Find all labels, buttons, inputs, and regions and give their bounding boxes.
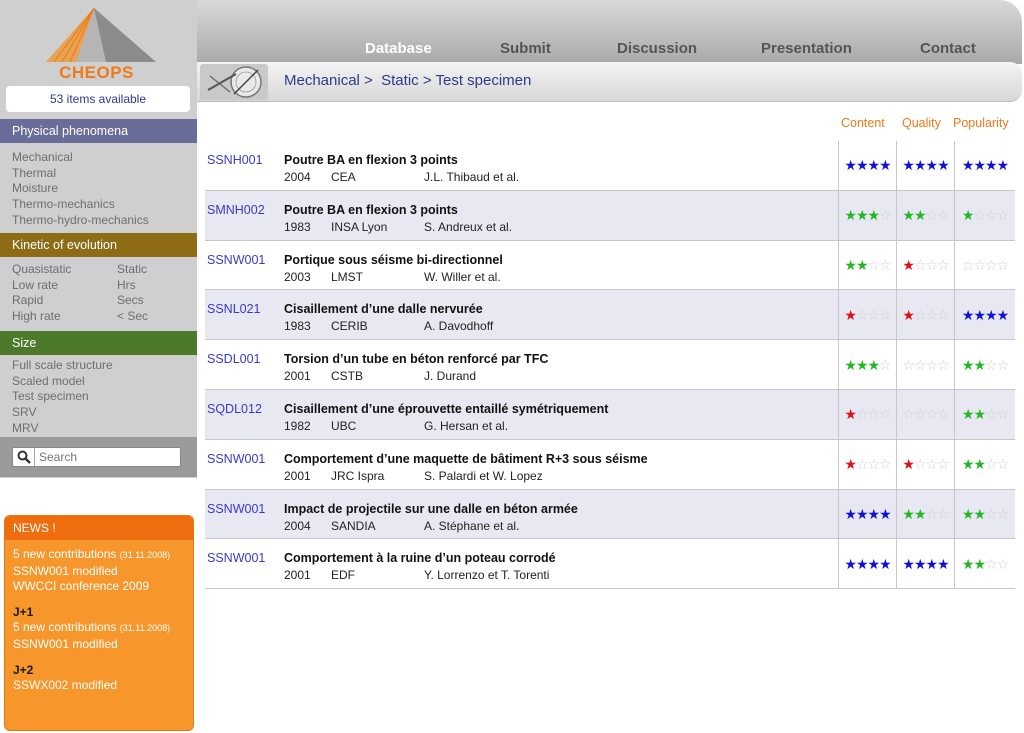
news-item-date: (31.11.2008) bbox=[119, 550, 171, 560]
row-code-link[interactable]: SSDL001 bbox=[207, 352, 261, 367]
star-filled-icon: ★ bbox=[902, 456, 914, 473]
star-filled-icon: ★ bbox=[867, 356, 880, 373]
star-empty-icon: ☆ bbox=[867, 256, 880, 273]
popularity-rating bbox=[954, 440, 1015, 490]
row-code-link[interactable]: SSNW001 bbox=[207, 551, 266, 566]
row-organization: CERIB bbox=[331, 319, 368, 334]
star-filled-icon: ★ bbox=[879, 505, 891, 522]
star-filled-icon: ★ bbox=[961, 306, 974, 323]
filter-mrv[interactable]: MRV bbox=[12, 420, 39, 435]
filter-full-scale[interactable]: Full scale structure bbox=[12, 358, 113, 372]
content-rating bbox=[838, 390, 896, 440]
row-year: 1982 bbox=[284, 418, 311, 433]
star-filled-icon: ★ bbox=[973, 406, 985, 423]
quality-rating bbox=[896, 141, 954, 191]
star-filled-icon: ★ bbox=[961, 456, 974, 473]
content-rating bbox=[838, 141, 896, 191]
star-empty-icon: ☆ bbox=[996, 207, 1009, 224]
row-title: Portique sous séisme bi-directionnel bbox=[284, 252, 503, 267]
row-title: Cisaillement d’une dalle nervurée bbox=[284, 302, 483, 317]
star-empty-icon: ☆ bbox=[925, 256, 938, 273]
star-empty-icon: ☆ bbox=[925, 406, 938, 423]
star-empty-icon: ☆ bbox=[855, 456, 868, 473]
search-box bbox=[12, 447, 181, 467]
nav-discussion[interactable]: Discussion bbox=[617, 40, 698, 57]
star-filled-icon: ★ bbox=[913, 505, 926, 522]
row-author: S. Palardi et W. Lopez bbox=[424, 468, 543, 483]
star-filled-icon: ★ bbox=[961, 207, 974, 224]
news-item[interactable] bbox=[13, 620, 185, 637]
star-empty-icon: ☆ bbox=[925, 356, 938, 373]
filter-srv[interactable]: SRV bbox=[12, 405, 37, 420]
row-title: Poutre BA en flexion 3 points bbox=[284, 202, 458, 217]
row-title: Torsion d’un tube en béton renforcé par TFC bbox=[284, 352, 549, 367]
row-title: Cisaillement d’une éprouvette entaillé symétriquement bbox=[284, 401, 609, 416]
quality-rating bbox=[896, 241, 954, 291]
star-filled-icon: ★ bbox=[844, 207, 856, 224]
star-empty-icon: ☆ bbox=[937, 306, 949, 323]
filter-static[interactable]: Static bbox=[117, 262, 148, 276]
content-rating bbox=[838, 191, 896, 241]
row-year: 2004 bbox=[284, 170, 311, 184]
logo-text: CHEOPS bbox=[59, 63, 134, 82]
filter-scaled-model[interactable]: Scaled model bbox=[12, 373, 85, 388]
star-filled-icon: ★ bbox=[867, 207, 880, 224]
row-author: G. Hersan et al. bbox=[424, 418, 509, 433]
breadcrumb-bar bbox=[197, 62, 1022, 102]
section-size: Size bbox=[0, 331, 197, 355]
star-empty-icon: ☆ bbox=[937, 505, 949, 522]
row-author: A. Stéphane et al. bbox=[424, 518, 520, 533]
popularity-rating bbox=[954, 191, 1015, 241]
news-item[interactable] bbox=[13, 678, 185, 694]
filter-quasistatic[interactable]: Quasistatic bbox=[12, 262, 72, 276]
star-empty-icon: ☆ bbox=[925, 207, 938, 224]
star-filled-icon: ★ bbox=[844, 456, 856, 473]
star-filled-icon: ★ bbox=[902, 157, 914, 174]
popularity-rating bbox=[954, 141, 1015, 191]
star-empty-icon: ☆ bbox=[925, 306, 938, 323]
size-list bbox=[12, 358, 113, 437]
star-empty-icon: ☆ bbox=[985, 207, 997, 224]
popularity-rating bbox=[954, 490, 1015, 540]
star-filled-icon: ★ bbox=[913, 555, 926, 572]
star-empty-icon: ☆ bbox=[985, 406, 997, 423]
nav-presentation[interactable]: Presentation bbox=[761, 40, 852, 57]
search-icon[interactable] bbox=[13, 448, 35, 466]
filter-mechanical[interactable]: Mechanical bbox=[12, 150, 73, 164]
row-code-link[interactable]: SSNH001 bbox=[207, 153, 263, 167]
content-rating bbox=[838, 340, 896, 390]
row-organization: INSA Lyon bbox=[331, 219, 388, 234]
filter-thermal[interactable]: Thermal bbox=[12, 165, 57, 180]
row-title: Poutre BA en flexion 3 points bbox=[284, 153, 458, 167]
content-rating bbox=[838, 290, 896, 340]
star-empty-icon: ☆ bbox=[937, 456, 949, 473]
row-code-link[interactable]: SQDL012 bbox=[207, 401, 262, 416]
sidebar bbox=[0, 0, 197, 478]
star-empty-icon: ☆ bbox=[855, 306, 868, 323]
news-item-text: WWCCI conference 2009 bbox=[13, 579, 150, 594]
star-filled-icon: ★ bbox=[961, 157, 974, 174]
row-title: Comportement d’une maquette de bâtiment R+3 sous séisme bbox=[284, 451, 648, 466]
star-empty-icon: ☆ bbox=[879, 256, 891, 273]
table-row[interactable] bbox=[205, 241, 1015, 291]
row-code-link[interactable]: SSNL021 bbox=[207, 302, 261, 317]
star-filled-icon: ★ bbox=[902, 555, 914, 572]
star-empty-icon: ☆ bbox=[973, 207, 985, 224]
row-author: W. Willer et al. bbox=[424, 269, 501, 284]
star-filled-icon: ★ bbox=[902, 207, 914, 224]
filter-high-rate[interactable]: High rate bbox=[12, 309, 61, 324]
star-empty-icon: ☆ bbox=[867, 306, 880, 323]
content-rating bbox=[838, 241, 896, 291]
star-filled-icon: ★ bbox=[867, 505, 880, 522]
row-year: 2001 bbox=[284, 568, 311, 583]
star-filled-icon: ★ bbox=[937, 157, 949, 174]
popularity-rating bbox=[954, 290, 1015, 340]
filter-rapid[interactable]: Rapid bbox=[12, 293, 44, 308]
news-item-text: 5 new contributions bbox=[13, 620, 117, 635]
star-empty-icon: ☆ bbox=[913, 256, 926, 273]
star-filled-icon: ★ bbox=[973, 505, 985, 522]
star-filled-icon: ★ bbox=[961, 555, 974, 572]
news-group-label: J+2 bbox=[13, 662, 34, 677]
star-empty-icon: ☆ bbox=[855, 406, 868, 423]
star-filled-icon: ★ bbox=[973, 456, 985, 473]
star-empty-icon: ☆ bbox=[879, 356, 891, 373]
table-row[interactable] bbox=[205, 490, 1015, 540]
star-empty-icon: ☆ bbox=[996, 256, 1009, 273]
star-filled-icon: ★ bbox=[855, 207, 868, 224]
row-year: 2001 bbox=[284, 468, 311, 483]
news-item[interactable] bbox=[13, 547, 185, 564]
content-rating bbox=[838, 440, 896, 490]
star-filled-icon: ★ bbox=[985, 306, 997, 323]
row-code-link[interactable]: SSNW001 bbox=[207, 252, 266, 267]
star-filled-icon: ★ bbox=[844, 157, 856, 174]
quality-rating bbox=[896, 490, 954, 540]
star-filled-icon: ★ bbox=[879, 555, 891, 572]
star-empty-icon: ☆ bbox=[973, 256, 985, 273]
star-empty-icon: ☆ bbox=[867, 456, 880, 473]
filter-thermo-mechanics[interactable]: Thermo-mechanics bbox=[12, 197, 115, 212]
star-empty-icon: ☆ bbox=[985, 555, 997, 572]
row-code-link[interactable]: SSNW001 bbox=[207, 501, 266, 516]
row-organization: SANDIA bbox=[331, 518, 376, 533]
row-organization: UBC bbox=[331, 418, 357, 433]
row-year: 1983 bbox=[284, 319, 311, 334]
star-filled-icon: ★ bbox=[937, 555, 949, 572]
star-filled-icon: ★ bbox=[913, 207, 926, 224]
news-group-label: J+1 bbox=[13, 604, 34, 619]
row-organization: JRC Ispra bbox=[331, 468, 385, 483]
star-empty-icon: ☆ bbox=[913, 456, 926, 473]
star-empty-icon: ☆ bbox=[961, 256, 974, 273]
star-filled-icon: ★ bbox=[844, 306, 856, 323]
star-filled-icon: ★ bbox=[902, 505, 914, 522]
filter-thermo-hydro-mechanics[interactable]: Thermo-hydro-mechanics bbox=[12, 212, 149, 227]
popularity-rating bbox=[954, 539, 1015, 589]
row-year: 2003 bbox=[284, 269, 311, 284]
star-filled-icon: ★ bbox=[844, 505, 856, 522]
star-empty-icon: ☆ bbox=[937, 406, 949, 423]
star-filled-icon: ★ bbox=[925, 555, 938, 572]
star-filled-icon: ★ bbox=[996, 306, 1009, 323]
row-author: J. Durand bbox=[424, 369, 477, 384]
star-filled-icon: ★ bbox=[961, 356, 974, 373]
star-empty-icon: ☆ bbox=[996, 456, 1009, 473]
popularity-rating bbox=[954, 241, 1015, 291]
star-filled-icon: ★ bbox=[879, 157, 891, 174]
news-item-date: (31.11.2008) bbox=[119, 623, 171, 634]
star-empty-icon: ☆ bbox=[925, 456, 938, 473]
col-quality[interactable]: Quality bbox=[902, 116, 941, 130]
star-filled-icon: ★ bbox=[996, 157, 1009, 174]
star-filled-icon: ★ bbox=[961, 505, 974, 522]
news-title: NEWS ! bbox=[5, 516, 193, 540]
star-filled-icon: ★ bbox=[867, 157, 880, 174]
star-filled-icon: ★ bbox=[961, 406, 974, 423]
star-filled-icon: ★ bbox=[973, 157, 985, 174]
content-rating bbox=[838, 490, 896, 540]
nav-contact[interactable]: Contact bbox=[920, 40, 976, 57]
star-empty-icon: ☆ bbox=[902, 406, 914, 423]
star-empty-icon: ☆ bbox=[937, 356, 949, 373]
news-body bbox=[5, 540, 193, 701]
row-title: Impact de projectile sur une dalle en béton armée bbox=[284, 501, 578, 516]
star-empty-icon: ☆ bbox=[913, 406, 926, 423]
star-empty-icon: ☆ bbox=[937, 256, 949, 273]
main-nav bbox=[200, 40, 1022, 62]
filter-lt-sec[interactable]: < Sec bbox=[117, 309, 149, 324]
star-empty-icon: ☆ bbox=[996, 555, 1009, 572]
star-filled-icon: ★ bbox=[855, 256, 868, 273]
star-filled-icon: ★ bbox=[844, 555, 856, 572]
star-empty-icon: ☆ bbox=[879, 456, 891, 473]
row-year: 1983 bbox=[284, 219, 311, 234]
table-row[interactable] bbox=[205, 539, 1015, 589]
filter-secs[interactable]: Secs bbox=[117, 293, 144, 308]
star-filled-icon: ★ bbox=[855, 555, 868, 572]
filter-moisture[interactable]: Moisture bbox=[12, 181, 59, 196]
news-item-text: SSNW001 modified bbox=[13, 636, 118, 651]
star-filled-icon: ★ bbox=[855, 505, 868, 522]
star-filled-icon: ★ bbox=[844, 406, 856, 423]
star-filled-icon: ★ bbox=[973, 356, 985, 373]
star-empty-icon: ☆ bbox=[937, 207, 949, 224]
star-empty-icon: ☆ bbox=[879, 406, 891, 423]
news-item-text: SSNW001 modified bbox=[13, 563, 118, 578]
filter-hrs[interactable]: Hrs bbox=[117, 277, 136, 292]
row-organization: CSTB bbox=[331, 369, 364, 384]
star-empty-icon: ☆ bbox=[996, 406, 1009, 423]
row-author: A. Davodhoff bbox=[424, 319, 494, 334]
star-filled-icon: ★ bbox=[844, 256, 856, 273]
compass-icon bbox=[200, 64, 268, 100]
row-code-link[interactable]: SMNH002 bbox=[207, 202, 265, 217]
col-content[interactable]: Content bbox=[841, 116, 885, 130]
star-empty-icon: ☆ bbox=[879, 306, 891, 323]
row-organization: EDF bbox=[331, 568, 355, 583]
filter-low-rate[interactable]: Low rate bbox=[12, 277, 59, 292]
star-empty-icon: ☆ bbox=[902, 356, 914, 373]
row-author: J.L. Thibaud et al. bbox=[424, 170, 520, 184]
news-item-text: SSWX002 modified bbox=[13, 678, 118, 693]
quality-rating bbox=[896, 290, 954, 340]
star-filled-icon: ★ bbox=[902, 306, 914, 323]
table-row[interactable] bbox=[205, 191, 1015, 241]
row-title: Comportement à la ruine d’un poteau corrodé bbox=[284, 551, 556, 566]
star-filled-icon: ★ bbox=[855, 356, 868, 373]
star-filled-icon: ★ bbox=[913, 157, 926, 174]
popularity-rating bbox=[954, 390, 1015, 440]
row-author: S. Andreux et al. bbox=[424, 219, 513, 234]
star-empty-icon: ☆ bbox=[996, 505, 1009, 522]
items-available: 53 items available bbox=[6, 86, 190, 112]
star-filled-icon: ★ bbox=[925, 157, 938, 174]
quality-rating bbox=[896, 340, 954, 390]
content-rating bbox=[838, 539, 896, 589]
section-physical-phenomena: Physical phenomena bbox=[0, 119, 197, 143]
star-empty-icon: ☆ bbox=[996, 356, 1009, 373]
kinetic-list bbox=[12, 262, 187, 325]
row-organization: LMST bbox=[331, 269, 364, 284]
star-filled-icon: ★ bbox=[855, 157, 868, 174]
section-kinetic: Kinetic of evolution bbox=[0, 233, 197, 257]
star-empty-icon: ☆ bbox=[985, 505, 997, 522]
star-filled-icon: ★ bbox=[973, 555, 985, 572]
filter-test-specimen[interactable]: Test specimen bbox=[12, 389, 89, 404]
results-list bbox=[205, 141, 1015, 589]
table-row[interactable] bbox=[205, 290, 1015, 340]
row-code-link[interactable]: SSNW001 bbox=[207, 451, 266, 466]
star-empty-icon: ☆ bbox=[985, 456, 997, 473]
row-author: Y. Lorrenzo et T. Torenti bbox=[424, 568, 550, 583]
news-panel bbox=[4, 515, 194, 731]
physical-list bbox=[12, 150, 149, 229]
quality-rating bbox=[896, 440, 954, 490]
search-area bbox=[0, 437, 197, 477]
star-empty-icon: ☆ bbox=[925, 505, 938, 522]
star-empty-icon: ☆ bbox=[913, 306, 926, 323]
quality-rating bbox=[896, 191, 954, 241]
news-item[interactable] bbox=[13, 637, 185, 653]
star-filled-icon: ★ bbox=[844, 356, 856, 373]
star-empty-icon: ☆ bbox=[985, 256, 997, 273]
table-row[interactable] bbox=[205, 340, 1015, 390]
star-empty-icon: ☆ bbox=[867, 406, 880, 423]
search-input[interactable] bbox=[35, 450, 175, 464]
table-row[interactable] bbox=[205, 390, 1015, 440]
news-item-text: 5 new contributions bbox=[13, 547, 117, 561]
news-item[interactable] bbox=[13, 579, 185, 595]
star-filled-icon: ★ bbox=[985, 157, 997, 174]
row-year: 2001 bbox=[284, 369, 311, 384]
star-empty-icon: ☆ bbox=[985, 356, 997, 373]
star-filled-icon: ★ bbox=[867, 555, 880, 572]
pyramid-logo-icon bbox=[36, 4, 160, 66]
quality-rating bbox=[896, 539, 954, 589]
col-popularity[interactable]: Popularity bbox=[953, 116, 1009, 130]
star-filled-icon: ★ bbox=[973, 306, 985, 323]
row-year: 2004 bbox=[284, 518, 311, 533]
breadcrumb: Mechanical > Static > Test specimen bbox=[284, 72, 532, 89]
star-empty-icon: ☆ bbox=[879, 207, 891, 224]
star-filled-icon: ★ bbox=[902, 256, 914, 273]
row-organization: CEA bbox=[331, 170, 356, 184]
quality-rating bbox=[896, 390, 954, 440]
popularity-rating bbox=[954, 340, 1015, 390]
table-row[interactable] bbox=[205, 141, 1015, 191]
table-row[interactable] bbox=[205, 440, 1015, 490]
news-item[interactable] bbox=[13, 564, 185, 580]
nav-submit[interactable]: Submit bbox=[500, 40, 551, 57]
nav-database[interactable]: Database bbox=[365, 40, 432, 57]
star-empty-icon: ☆ bbox=[913, 356, 926, 373]
